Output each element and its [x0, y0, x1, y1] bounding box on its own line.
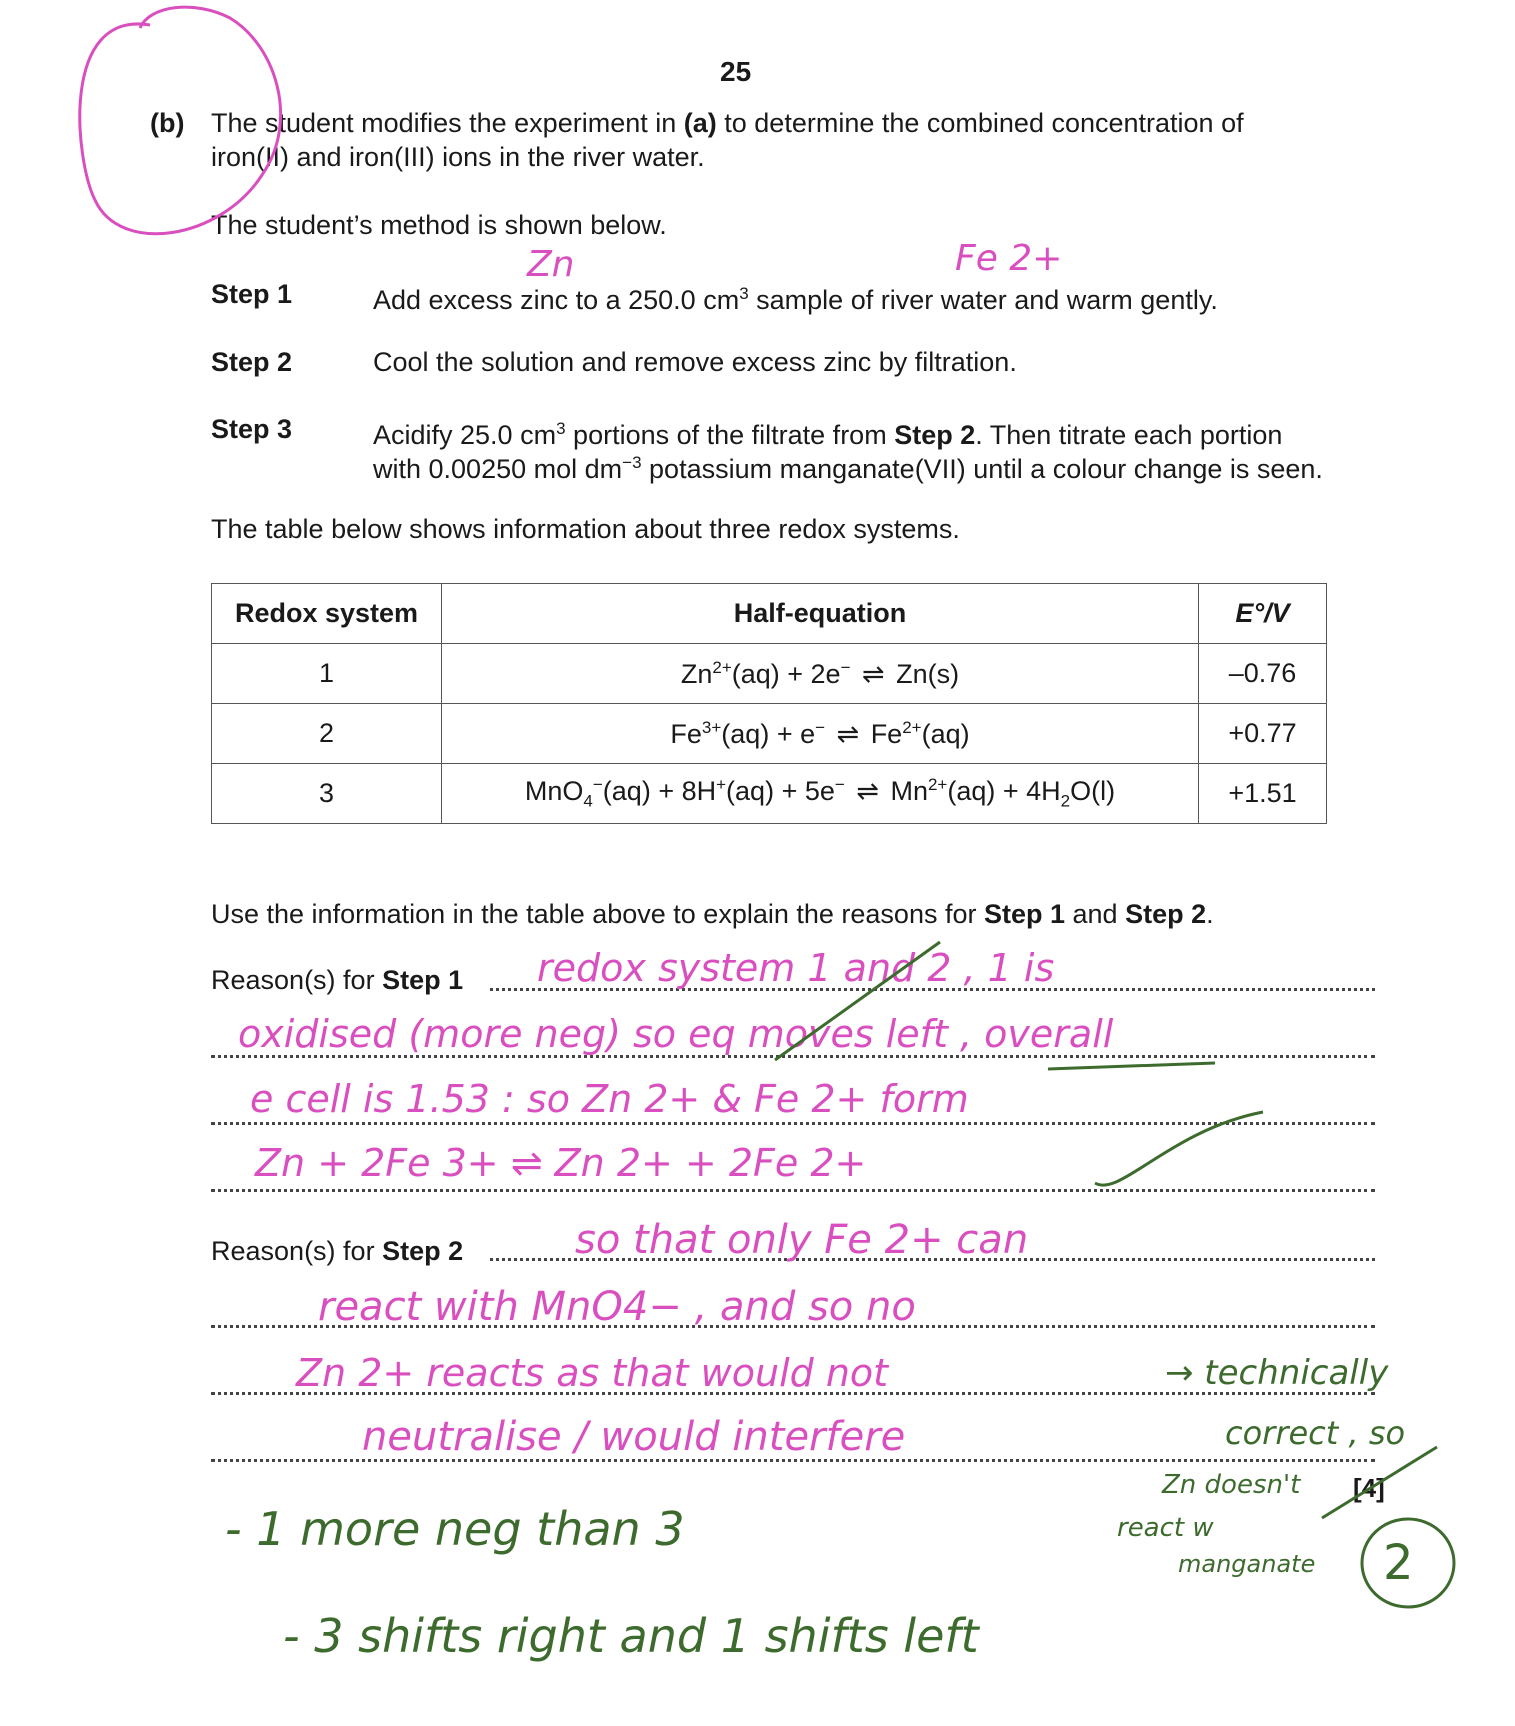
row-2-equation: $Fe^{3+}(aq) + e^-$ ⇌ $Fe^{2+}(aq)$ — [442, 704, 1199, 764]
method-intro: The student’s method is shown below. — [211, 210, 667, 240]
marks-label: [4] — [1353, 1473, 1385, 1503]
page-number: 25 — [720, 56, 752, 87]
step-3-label: Step 3 — [211, 414, 293, 444]
row-1-potential: –0.76 — [1199, 644, 1327, 704]
use-info-end: . — [1206, 899, 1214, 929]
intro-line-2: iron(II) and iron(III) ions in the river water. — [211, 142, 705, 172]
green-tick-2 — [1322, 1447, 1437, 1518]
handwritten-step2-line2: react with MnO4− , and so no — [318, 1284, 916, 1330]
intro-text: The student modifies the experiment in — [211, 108, 684, 138]
green-underline — [1048, 1063, 1215, 1069]
use-info-step2: Step 2 — [1125, 899, 1207, 929]
green-tick — [1095, 1112, 1263, 1185]
handwritten-step1-line1: redox system 1 and 2 , 1 is — [537, 946, 1055, 990]
step-1-text-b: sample of river water and warm gently. — [748, 285, 1218, 315]
score-circle — [1362, 1519, 1454, 1607]
row-1-equation: $Zn^{2+}(aq) + 2e^-$ ⇌ Zn(s) — [442, 644, 1199, 704]
header-redox-system: Redox system — [212, 584, 442, 644]
header-half-equation: Half-equation — [442, 584, 1199, 644]
row-3-equation: MnO$_4$−(aq) + 8H+(aq) + 5e− ⇌ $Mn^{2+}(aq) + 4H_2O(l)$ — [442, 764, 1199, 824]
intro-ref: (a) — [683, 108, 717, 138]
step-3-sup-2: −3 — [622, 453, 642, 472]
step-3-text-e: potassium manganate(VII) until a colour change is seen. — [641, 454, 1323, 484]
green-score: 2 — [1383, 1535, 1414, 1591]
handwritten-zn: Zn — [527, 244, 575, 285]
handwritten-step1-line3: e cell is 1.53 : so Zn 2+ & Fe 2+ form — [250, 1077, 969, 1121]
equilibrium-arrow-icon: ⇌ — [856, 776, 879, 807]
green-note-manganate: manganate — [1178, 1550, 1316, 1578]
row-2-potential: +0.77 — [1199, 704, 1327, 764]
step-3-text-b: portions of the filtrate from — [565, 420, 895, 450]
step-2-text: Cool the solution and remove excess zinc by filtration. — [373, 347, 1017, 377]
handwritten-fe2plus: Fe 2+ — [955, 238, 1063, 279]
row-3-system: 3 — [212, 764, 442, 824]
intro-text-end: to determine the combined concentration of — [716, 108, 1244, 138]
e-standard: E°/V — [1235, 598, 1290, 628]
green-note-correct: correct , so — [1225, 1414, 1406, 1452]
handwritten-step2-line1: so that only Fe 2+ can — [575, 1217, 1029, 1263]
step-3-text-d: with 0.00250 mol dm — [373, 454, 623, 484]
reason-2-text: Reason(s) for — [211, 1236, 383, 1266]
green-note-zn-doesnt: Zn doesn't — [1162, 1470, 1301, 1500]
step-3-text-a: Acidify 25.0 cm — [373, 420, 557, 450]
green-note-technically: → technically — [1165, 1353, 1389, 1393]
step-3-text-c: . Then titrate each portion — [975, 420, 1283, 450]
use-info-and: and — [1065, 899, 1126, 929]
equilibrium-arrow-icon: ⇌ — [836, 718, 860, 749]
equilibrium-arrow-icon: ⇌ — [862, 658, 885, 689]
green-note-react-w: react w — [1117, 1513, 1214, 1543]
handwritten-step2-line3: Zn 2+ reacts as that would not — [296, 1351, 889, 1395]
reason-2-step: Step 2 — [382, 1236, 464, 1266]
row-2-system: 2 — [212, 704, 442, 764]
green-note-line1: - 1 more neg than 3 — [225, 1502, 685, 1556]
green-note-line2: - 3 shifts right and 1 shifts left — [283, 1609, 979, 1663]
pink-circle-mark — [80, 7, 281, 234]
step-1-sup: 3 — [739, 284, 749, 303]
step-1-text-a: Add excess zinc to a 250.0 cm — [373, 285, 740, 315]
handwritten-step1-line4: Zn + 2Fe 3+ ⇌ Zn 2+ + 2Fe 2+ — [255, 1141, 867, 1185]
use-info-text: Use the information in the table above to explain the reasons for — [211, 899, 984, 929]
use-info-step1: Step 1 — [983, 899, 1065, 929]
row-3-potential: +1.51 — [1199, 764, 1327, 824]
handwritten-step2-line4: neutralise / would interfere — [362, 1414, 906, 1460]
step-2-label: Step 2 — [211, 347, 293, 377]
table-intro: The table below shows information about three redox systems. — [211, 514, 960, 544]
reason-1-text: Reason(s) for — [211, 965, 383, 995]
step-3-ref: Step 2 — [894, 420, 976, 450]
step-1-label: Step 1 — [211, 279, 293, 309]
reason-1-step: Step 1 — [382, 965, 464, 995]
handwritten-step1-line2: oxidised (more neg) so eq moves left , overall — [238, 1012, 1114, 1056]
step-3-sup: 3 — [556, 419, 566, 438]
green-strike — [775, 942, 940, 1060]
row-1-system: 1 — [212, 644, 442, 704]
part-label: (b) — [150, 108, 185, 138]
